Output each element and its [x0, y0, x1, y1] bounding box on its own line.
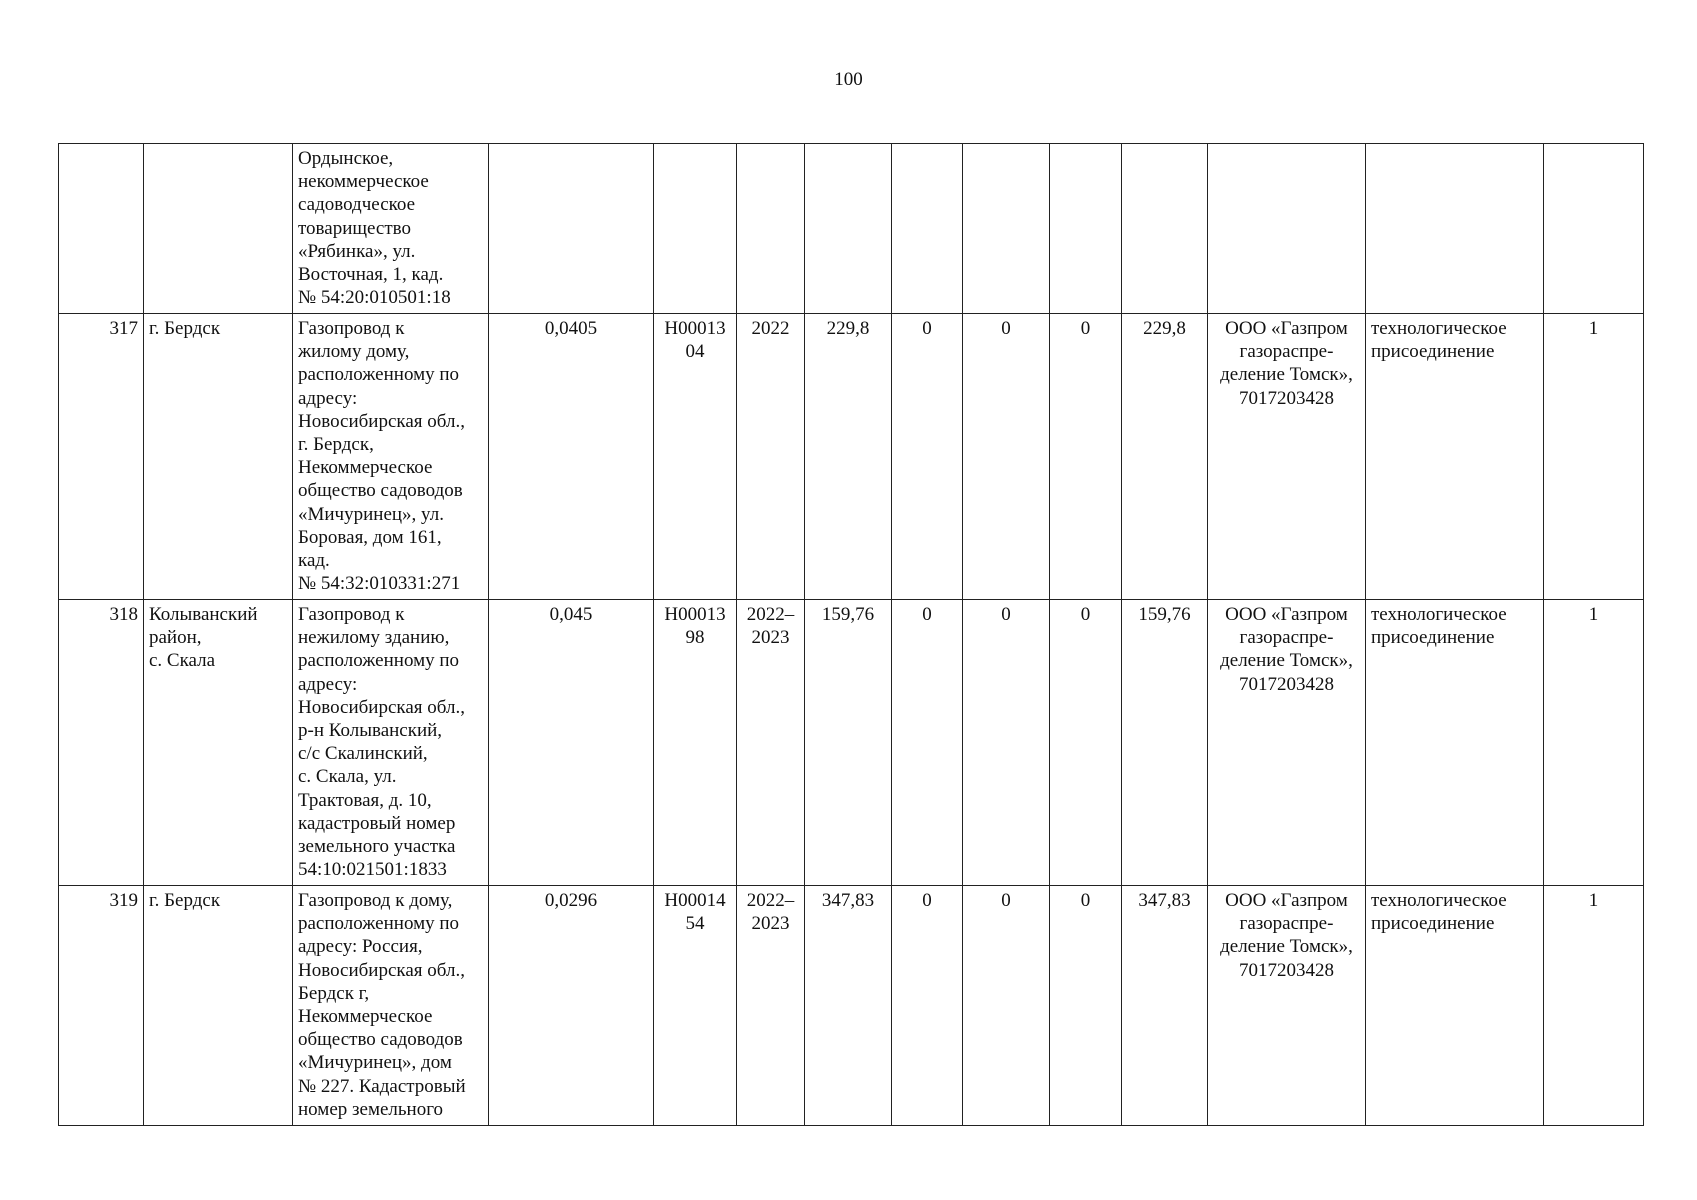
cell-code-line: Н00013: [664, 604, 726, 625]
cell-count: 1: [1544, 314, 1644, 600]
cell-location: [144, 314, 293, 600]
cell-description-line: Ордынское,: [298, 148, 394, 169]
cell-value-1: 0: [892, 314, 963, 600]
cell-description-line: Новосибирская обл.,: [298, 410, 465, 432]
cell-organization: [1208, 314, 1366, 600]
cell-description-line: «Мичуринец», ул.: [298, 503, 444, 525]
cell-count: 1: [1544, 886, 1644, 1126]
cell-code-line: Н00013: [664, 318, 726, 339]
cell-location-line: г. Бердск: [149, 890, 221, 911]
cell-years-line: 2023: [751, 913, 790, 935]
cell-years-line: 2022–: [746, 604, 795, 625]
cell-total-cost: 347,83: [805, 886, 892, 1126]
cell-description: [293, 600, 489, 886]
cell-description: [293, 886, 489, 1126]
cell-description-line: Боровая, дом 161,: [298, 526, 442, 548]
cell-description-line: Восточная, 1, кад.: [298, 264, 444, 286]
cell-location: [144, 144, 293, 314]
cell-total-cost: 229,8: [805, 314, 892, 600]
cell-description-line: № 54:32:010331:271: [298, 573, 461, 595]
cell-code: [654, 600, 737, 886]
cell-value-2: 0: [963, 600, 1050, 886]
cell-description-line: Некоммерческое: [298, 457, 433, 479]
cell-description-line: Некоммерческое: [298, 1006, 433, 1028]
cell-description-line: «Мичуринец», дом: [298, 1052, 452, 1074]
cell-organization-line: деление Томск»,: [1220, 936, 1353, 958]
cell-description-line: адресу:: [298, 387, 358, 409]
cell-description-line: 54:10:021501:1833: [298, 859, 447, 881]
cell-total-cost: 159,76: [805, 600, 892, 886]
cell-description-line: адресу: Россия,: [298, 936, 423, 958]
cell-purpose-line: технологическое: [1371, 604, 1507, 625]
page-number: 100: [834, 69, 863, 90]
cell-organization-line: ООО «Газпром: [1225, 318, 1348, 339]
table-row: [59, 600, 1644, 886]
cell-organization-line: 7017203428: [1239, 959, 1334, 981]
cell-description-line: номер земельного: [298, 1098, 444, 1120]
cell-total-cost: [805, 144, 892, 314]
cell-purpose-line: присоединение: [1371, 341, 1495, 363]
cell-description-line: с. Скала, ул.: [298, 766, 397, 788]
cell-organization-line: 7017203428: [1239, 387, 1334, 409]
cell-purpose-line: технологическое: [1371, 890, 1507, 911]
cell-length: [489, 144, 654, 314]
cell-value-4: 229,8: [1122, 314, 1208, 600]
cell-value-3: [1050, 144, 1122, 314]
cell-value-2: 0: [963, 314, 1050, 600]
cell-number: [59, 144, 144, 314]
cell-code: [654, 314, 737, 600]
cell-value-3: 0: [1050, 600, 1122, 886]
cell-years-line: 2022: [751, 318, 790, 339]
cell-code-line: 04: [685, 341, 705, 363]
cell-value-3: 0: [1050, 314, 1122, 600]
cell-organization-line: газораспре-: [1239, 341, 1334, 363]
cell-value-4: 159,76: [1122, 600, 1208, 886]
table-row: [59, 886, 1644, 1126]
cell-description-line: Газопровод к дому,: [298, 890, 453, 911]
cell-value-1: 0: [892, 600, 963, 886]
cell-location-line: г. Бердск: [149, 318, 221, 339]
cell-organization-line: деление Томск»,: [1220, 650, 1353, 672]
cell-description: [293, 144, 489, 314]
cell-value-1: [892, 144, 963, 314]
cell-code: [654, 144, 737, 314]
cell-location: [144, 600, 293, 886]
cell-description-line: расположенному по: [298, 913, 460, 935]
cell-count: [1544, 144, 1644, 314]
cell-years-line: 2022–: [746, 890, 795, 911]
cell-value-4: 347,83: [1122, 886, 1208, 1126]
cell-length: 0,045: [489, 600, 654, 886]
cell-description-line: нежилому зданию,: [298, 627, 450, 649]
cell-purpose-line: технологическое: [1371, 318, 1507, 339]
table-row: [59, 314, 1644, 600]
cell-description-line: земельного участка: [298, 836, 456, 858]
cell-location-line: с. Скала: [149, 650, 216, 672]
cell-description-line: Газопровод к: [298, 604, 405, 625]
cell-organization-line: газораспре-: [1239, 627, 1334, 649]
cell-organization-line: ООО «Газпром: [1225, 604, 1348, 625]
cell-location-line: Колыванский: [149, 604, 258, 625]
cell-purpose-line: присоединение: [1371, 913, 1495, 935]
cell-organization-line: ООО «Газпром: [1225, 890, 1348, 911]
cell-organization-line: 7017203428: [1239, 673, 1334, 695]
cell-description-line: г. Бердск,: [298, 434, 374, 456]
cell-years: [737, 144, 805, 314]
cell-years: [737, 886, 805, 1126]
cell-purpose: [1366, 314, 1544, 600]
cell-length: 0,0296: [489, 886, 654, 1126]
cell-organization: [1208, 886, 1366, 1126]
cell-description-line: товарищество: [298, 217, 411, 239]
cell-description-line: некоммерческое: [298, 171, 429, 193]
cell-years-line: 2023: [751, 627, 790, 649]
cell-description-line: № 54:20:010501:18: [298, 287, 451, 309]
cell-code: [654, 886, 737, 1126]
cell-description-line: Трактовая, д. 10,: [298, 789, 432, 811]
cell-description-line: Бердск г,: [298, 982, 370, 1004]
cell-length: 0,0405: [489, 314, 654, 600]
cell-years: [737, 314, 805, 600]
cell-number: 319: [59, 886, 144, 1126]
cell-description-line: общество садоводов: [298, 1029, 463, 1051]
cell-code-line: Н00014: [664, 890, 726, 911]
table-body: [59, 144, 1644, 1126]
cell-value-3: 0: [1050, 886, 1122, 1126]
cell-value-2: 0: [963, 886, 1050, 1126]
cell-description-line: Новосибирская обл.,: [298, 959, 465, 981]
cell-description-line: кад.: [298, 550, 330, 572]
cell-organization-line: деление Томск»,: [1220, 364, 1353, 386]
cell-description-line: с/с Скалинский,: [298, 743, 428, 765]
cell-code-line: 98: [685, 627, 705, 649]
cell-description-line: общество садоводов: [298, 480, 463, 502]
cell-description-line: жилому дому,: [298, 341, 410, 363]
table-row: [59, 144, 1644, 314]
cell-value-2: [963, 144, 1050, 314]
cell-value-4: [1122, 144, 1208, 314]
cell-organization-line: газораспре-: [1239, 913, 1334, 935]
cell-purpose: [1366, 886, 1544, 1126]
cell-description-line: расположенному по: [298, 650, 460, 672]
cell-number: 318: [59, 600, 144, 886]
cell-count: 1: [1544, 600, 1644, 886]
cell-description-line: Новосибирская обл.,: [298, 696, 465, 718]
cell-description-line: адресу:: [298, 673, 358, 695]
cell-purpose: [1366, 600, 1544, 886]
cell-description: [293, 314, 489, 600]
cell-location: [144, 886, 293, 1126]
cell-description-line: садоводческое: [298, 194, 416, 216]
cell-organization: [1208, 144, 1366, 314]
document-table: [58, 143, 1644, 1126]
cell-value-1: 0: [892, 886, 963, 1126]
cell-location-line: район,: [149, 627, 202, 649]
cell-description-line: кадастровый номер: [298, 812, 456, 834]
cell-organization: [1208, 600, 1366, 886]
cell-description-line: «Рябинка», ул.: [298, 240, 416, 262]
cell-code-line: 54: [685, 913, 705, 935]
cell-description-line: № 227. Кадастровый: [298, 1075, 466, 1097]
cell-purpose: [1366, 144, 1544, 314]
cell-purpose-line: присоединение: [1371, 627, 1495, 649]
cell-description-line: р-н Колыванский,: [298, 720, 443, 742]
cell-years: [737, 600, 805, 886]
cell-description-line: расположенному по: [298, 364, 460, 386]
cell-number: 317: [59, 314, 144, 600]
cell-description-line: Газопровод к: [298, 318, 405, 339]
